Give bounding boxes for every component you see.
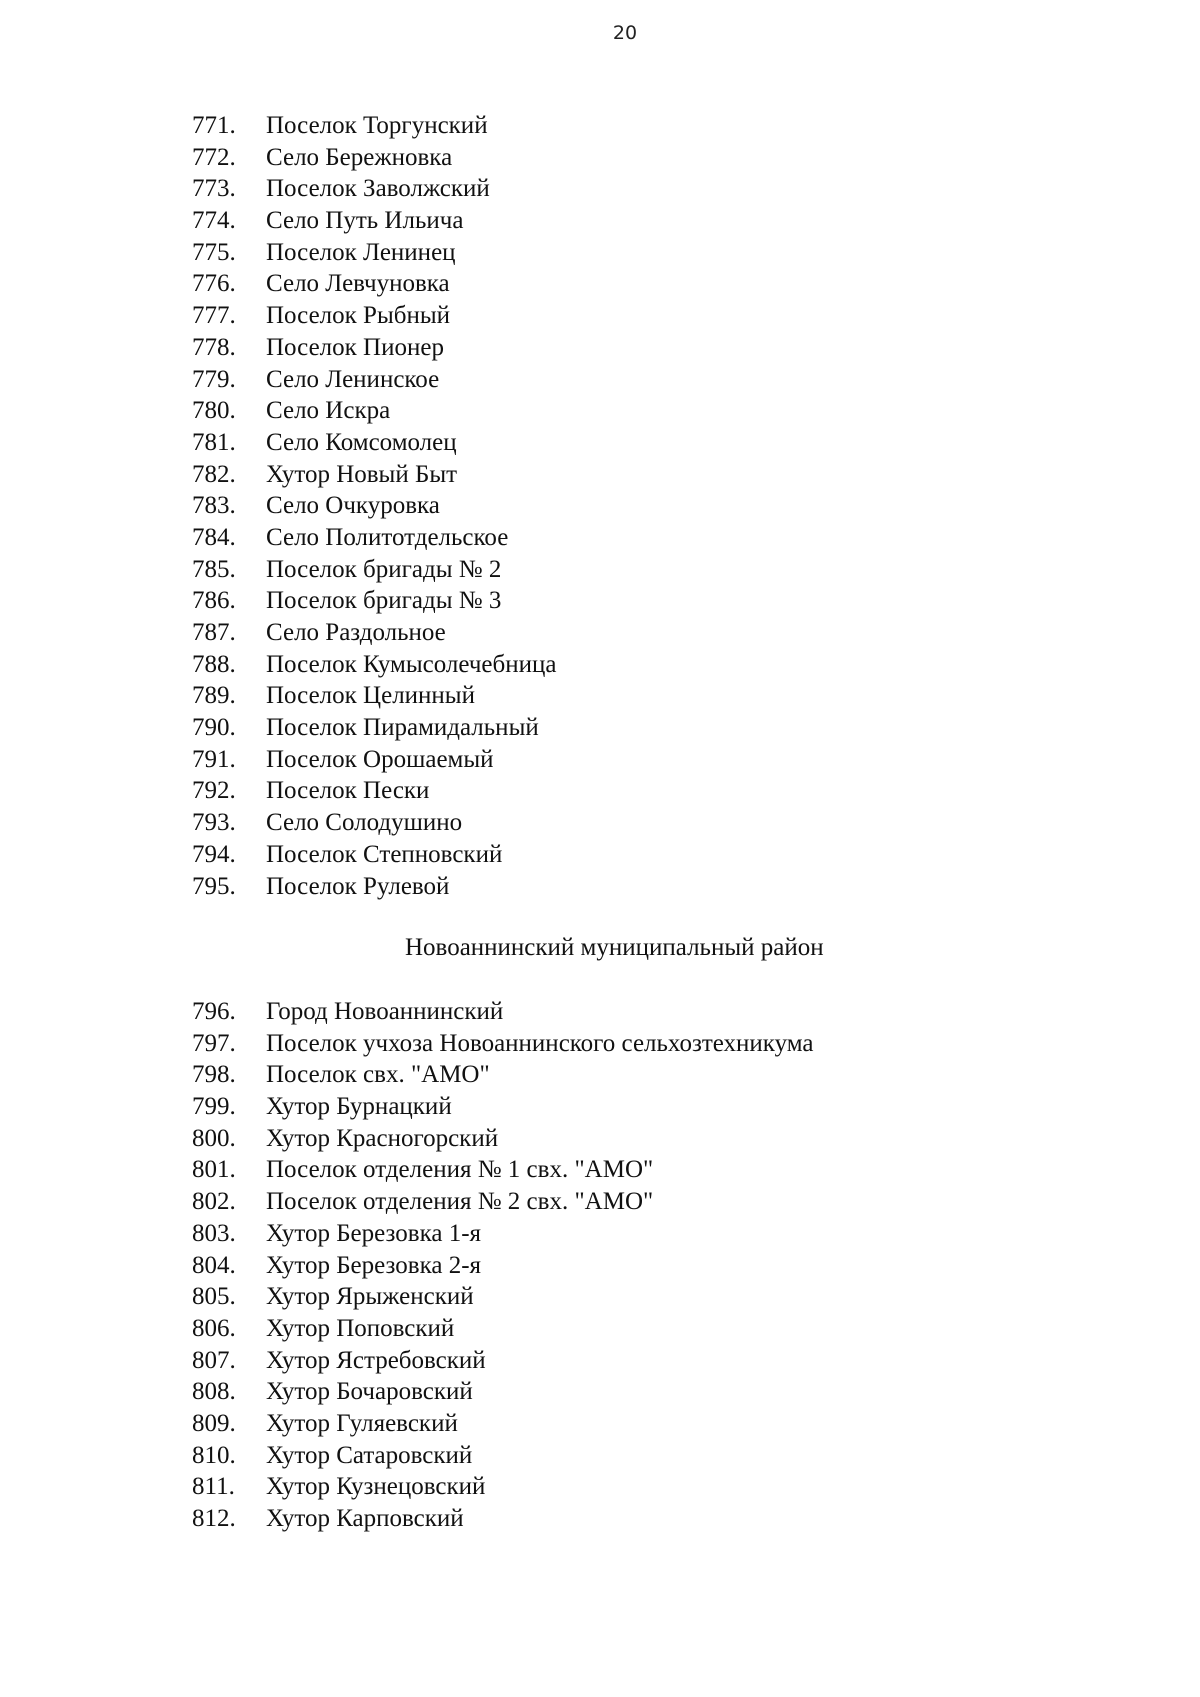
list-item — [192, 680, 556, 712]
settlement-name: Хутор Карповский — [266, 1505, 464, 1532]
item-number: 804. — [192, 1251, 236, 1279]
item-number: 799. — [192, 1093, 236, 1121]
item-number: 793. — [192, 809, 236, 837]
settlement-name: Поселок Целинный — [266, 682, 475, 710]
settlement-name: Поселок Рыбный — [266, 302, 451, 330]
item-number: 780. — [192, 397, 236, 425]
settlement-name: Село Раздольное — [266, 619, 446, 646]
list-item — [192, 712, 556, 744]
item-number: 794. — [192, 840, 236, 868]
settlement-name: Хутор Ярыженский — [266, 1283, 474, 1311]
list-item — [192, 237, 556, 269]
item-number: 783. — [192, 492, 236, 520]
list-item — [192, 142, 556, 174]
list-item — [192, 554, 556, 586]
item-number: 790. — [192, 714, 236, 742]
list-item — [192, 1503, 814, 1535]
settlement-name: Поселок Торгунский — [266, 112, 488, 139]
settlement-name: Село Политотдельское — [266, 523, 509, 551]
list-item — [192, 1218, 814, 1250]
list-item — [192, 1123, 814, 1155]
settlement-name: Поселок свх. "АМО" — [266, 1061, 490, 1089]
settlement-list-top — [192, 110, 556, 902]
list-item — [192, 649, 556, 681]
item-number: 803. — [192, 1219, 236, 1247]
item-number: 811. — [192, 1473, 235, 1501]
list-item — [192, 1250, 814, 1282]
settlement-name: Хутор Кузнецовский — [266, 1473, 486, 1501]
page-number: 20 — [612, 22, 638, 44]
item-number: 791. — [192, 745, 236, 773]
item-number: 788. — [192, 650, 236, 678]
list-item — [192, 617, 556, 649]
settlement-name: Поселок учхоза Новоаннинского сельхозтехникума — [266, 1029, 814, 1057]
item-number: 808. — [192, 1378, 236, 1406]
item-number: 776. — [192, 270, 236, 298]
item-number: 773. — [192, 175, 236, 203]
settlement-name: Поселок бригады № 2 — [266, 555, 502, 583]
item-number: 810. — [192, 1441, 236, 1469]
settlement-name: Хутор Бурнацкий — [266, 1093, 452, 1121]
list-item — [192, 1186, 814, 1218]
list-item — [192, 1091, 814, 1123]
item-number: 774. — [192, 207, 236, 235]
settlement-name: Село Очкуровка — [266, 492, 440, 520]
settlement-name: Поселок Рулевой — [266, 872, 450, 900]
list-item — [192, 1059, 814, 1091]
list-item — [192, 110, 556, 142]
settlement-name: Поселок Пирамидальный — [266, 714, 539, 742]
list-item — [192, 871, 556, 903]
list-item — [192, 268, 556, 300]
item-number: 778. — [192, 333, 236, 361]
list-item — [192, 459, 556, 491]
settlement-name: Хутор Березовка 2-я — [266, 1251, 482, 1279]
list-item — [192, 395, 556, 427]
section-heading: Новоаннинский муниципальный район — [405, 934, 824, 961]
settlement-name: Поселок отделения № 2 свх. "АМО" — [266, 1188, 654, 1216]
list-item — [192, 205, 556, 237]
item-number: 807. — [192, 1346, 236, 1374]
list-item — [192, 1471, 814, 1503]
settlement-name: Хутор Красногорский — [266, 1124, 499, 1152]
list-item — [192, 807, 556, 839]
settlement-name: Поселок Ленинец — [266, 238, 456, 266]
list-item — [192, 996, 814, 1028]
settlement-name: Хутор Ястребовский — [266, 1346, 486, 1374]
item-number: 805. — [192, 1283, 236, 1311]
settlement-name: Поселок отделения № 1 свх. "АМО" — [266, 1156, 654, 1184]
item-number: 785. — [192, 555, 236, 583]
settlement-name: Хутор Гуляевский — [266, 1409, 458, 1437]
settlement-name: Хутор Бочаровский — [266, 1378, 473, 1406]
item-number: 806. — [192, 1314, 236, 1342]
item-number: 796. — [192, 998, 236, 1025]
settlement-name: Село Бережновка — [266, 143, 453, 171]
settlement-name: Село Путь Ильича — [266, 207, 464, 235]
item-number: 800. — [192, 1124, 236, 1152]
settlement-name: Хутор Сатаровский — [266, 1441, 473, 1469]
list-item — [192, 1154, 814, 1186]
list-item — [192, 490, 556, 522]
settlement-name: Поселок бригады № 3 — [266, 587, 502, 615]
item-number: 775. — [192, 238, 236, 266]
list-item — [192, 1313, 814, 1345]
settlement-name: Поселок Орошаемый — [266, 745, 494, 773]
item-number: 789. — [192, 682, 236, 710]
item-number: 786. — [192, 587, 236, 615]
settlement-name: Село Ленинское — [266, 365, 440, 393]
item-number: 802. — [192, 1188, 236, 1216]
list-item — [192, 1440, 814, 1472]
item-number: 781. — [192, 428, 236, 456]
list-item — [192, 173, 556, 205]
list-item — [192, 1028, 814, 1060]
list-item — [192, 332, 556, 364]
list-item — [192, 364, 556, 396]
list-item — [192, 522, 556, 554]
list-item — [192, 1281, 814, 1313]
item-number: 795. — [192, 872, 236, 900]
item-number: 812. — [192, 1505, 236, 1532]
settlement-name: Село Солодушино — [266, 809, 463, 837]
item-number: 782. — [192, 460, 236, 488]
item-number: 792. — [192, 777, 236, 805]
item-number: 798. — [192, 1061, 236, 1089]
settlement-name: Поселок Степновский — [266, 840, 503, 868]
item-number: 784. — [192, 523, 236, 551]
settlement-name: Село Искра — [266, 397, 391, 425]
settlement-name: Поселок Кумысолечебница — [266, 650, 557, 678]
list-item — [192, 1345, 814, 1377]
settlement-name: Поселок Пески — [266, 777, 430, 805]
list-item — [192, 839, 556, 871]
settlement-name: Село Комсомолец — [266, 428, 457, 456]
item-number: 772. — [192, 143, 236, 171]
list-item — [192, 775, 556, 807]
settlement-name: Хутор Поповский — [266, 1314, 455, 1342]
list-item — [192, 1408, 814, 1440]
item-number: 809. — [192, 1409, 236, 1437]
item-number: 777. — [192, 302, 236, 330]
item-number: 779. — [192, 365, 236, 393]
settlement-name: Село Левчуновка — [266, 270, 450, 298]
list-item — [192, 1376, 814, 1408]
list-item — [192, 585, 556, 617]
settlement-name: Поселок Пионер — [266, 333, 444, 361]
settlement-name: Поселок Заволжский — [266, 175, 490, 203]
item-number: 787. — [192, 619, 236, 646]
settlement-list-bottom — [192, 996, 814, 1535]
list-item — [192, 744, 556, 776]
item-number: 771. — [192, 112, 236, 139]
list-item — [192, 427, 556, 459]
settlement-name: Хутор Новый Быт — [266, 460, 458, 488]
item-number: 801. — [192, 1156, 236, 1184]
list-item — [192, 300, 556, 332]
settlement-name: Хутор Березовка 1-я — [266, 1219, 482, 1247]
settlement-name: Город Новоаннинский — [266, 998, 504, 1025]
item-number: 797. — [192, 1029, 236, 1057]
